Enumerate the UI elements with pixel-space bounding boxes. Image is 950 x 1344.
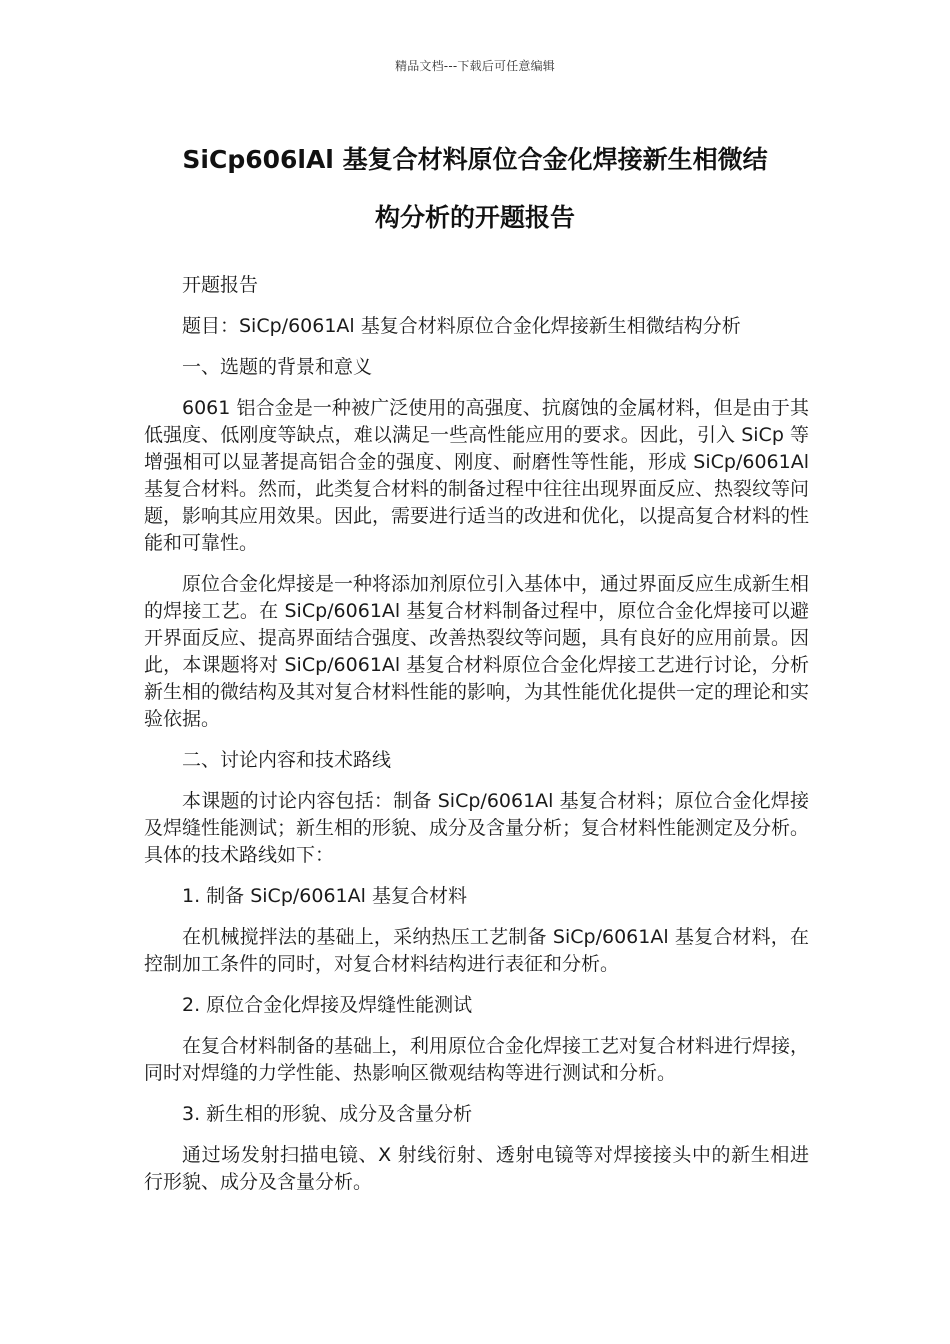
paragraph-step-1: 在机械搅拌法的基础上，采纳热压工艺制备 SiCp/6061Al 基复合材料，在控制加工条件的同时，对复合材料结构进行表征和分析。 (144, 926, 809, 975)
paragraph-step-2: 在复合材料制备的基础上，利用原位合金化焊接工艺对复合材料进行焊接，同时对焊缝的力学性能、热影响区微观结构等进行测试和分析。 (144, 1035, 810, 1084)
section-heading-content: 二、讨论内容和技术路线 (182, 749, 392, 771)
paragraph-background-1: 6061 铝合金是一种被广泛使用的高强度、抗腐蚀的金属材料，但是由于其低强度、低刚度等缺点，难以满足一些高性能应用的要求。因此，引入 SiCp 等增强相可以显著提高铝合金的强度、刚度、耐磨性等性能，形成 SiCp/6061Al 基复合材料。然而，此类复合材料的制备过程中往往出现界面反应、热裂纹等问题，影响其应用效果。因此，需要进行适当的改进和优化，以提高复合材料的性能和可靠性。 (144, 397, 810, 554)
report-label: 开题报告 (182, 274, 259, 296)
paragraph-step-3: 通过场发射扫描电镜、X 射线衍射、透射电镜等对焊接接头中的新生相进行形貌、成分及含量分析。 (144, 1144, 809, 1193)
paragraph-background-2: 原位合金化焊接是一种将添加剂原位引入基体中，通过界面反应生成新生相的焊接工艺。在 SiCp/6061Al 基复合材料制备过程中，原位合金化焊接可以避开界面反应、提高界面结合强度、改善热裂纹等问题，具有良好的应用前景。因此，本课题将对 SiCp/6061Al 基复合材料原位合金化焊接工艺进行讨论，分析新生相的微结构及其对复合材料性能的影响，为其性能优化提供一定的理论和实验依据。 (144, 573, 810, 730)
document-body (144, 272, 809, 1210)
subheading-step-1: 1. 制备 SiCp/6061Al 基复合材料 (182, 885, 467, 907)
document-title-line-1: SiCp606lAl 基复合材料原位合金化焊接新生相微结 (182, 145, 768, 174)
subheading-step-2: 2. 原位合金化焊接及焊缝性能测试 (182, 994, 473, 1016)
paragraph-content-overview: 本课题的讨论内容包括：制备 SiCp/6061Al 基复合材料；原位合金化焊接及焊缝性能测试；新生相的形貌、成分及含量分析；复合材料性能测定及分析。具体的技术路线如下： (144, 790, 810, 866)
header-note: 精品文档---下载后可任意编辑 (395, 59, 555, 73)
report-topic: 题目：SiCp/6061Al 基复合材料原位合金化焊接新生相微结构分析 (182, 315, 741, 337)
section-heading-background: 一、选题的背景和意义 (182, 356, 373, 378)
subheading-step-3: 3. 新生相的形貌、成分及含量分析 (182, 1103, 473, 1125)
document-title-line-2: 构分析的开题报告 (374, 203, 575, 232)
